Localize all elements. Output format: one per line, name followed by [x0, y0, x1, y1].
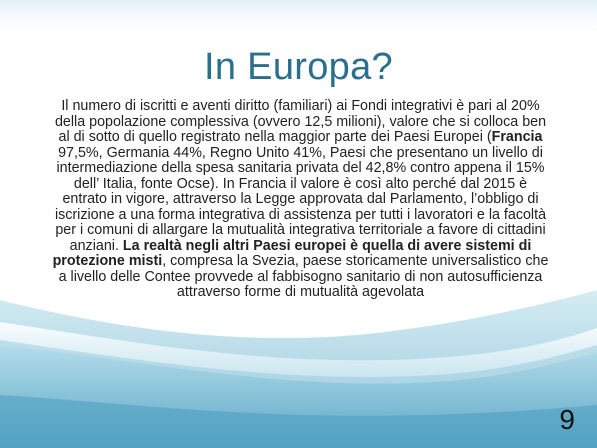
body-text-part-3: , compresa la Svezia, paese storicamente universalistico che a livello delle Contee provvede al fabbisogno sanitario di non autosufficienza attraverso forme di mutualità agevolata: [58, 253, 549, 300]
slide-title: In Europa?: [204, 46, 393, 88]
body-text-part-2: 97,5%, Germania 44%, Regno Unito 41%, Paesi che presentano un livello di intermediazione della spesa sanitaria privata del 42,8% contro appena il 15% dell’ Italia, fonte Ocse). In Francia il valore è così alto perché dal 2015 è entrato in vigore, attraverso la Legge approvata dal Parlamento, l’obbligo di iscrizione a una forma integrativa di assistenza per tutti i lavoratori e la facoltà per i comuni di allargare la mutualità integrativa territoriale a favore di cittadini anziani.: [54, 144, 547, 254]
body-bold-statement: La realtà negli altri Paesi europei è quella di avere sistemi di protezione misti: [52, 237, 532, 269]
slide-body-paragraph: [52, 99, 549, 301]
body-bold-francia: Francia: [491, 129, 543, 145]
page-number: 9: [559, 404, 575, 435]
body-text-part-1: Il numero di iscritti e aventi diritto (familiari) ai Fondi integrativi è pari al 20% della popolazione complessiva (ovvero 12,5 milioni), valore che si colloca ben al di sotto di quello registrato nella maggior parte dei Paesi Europei (: [54, 98, 547, 145]
